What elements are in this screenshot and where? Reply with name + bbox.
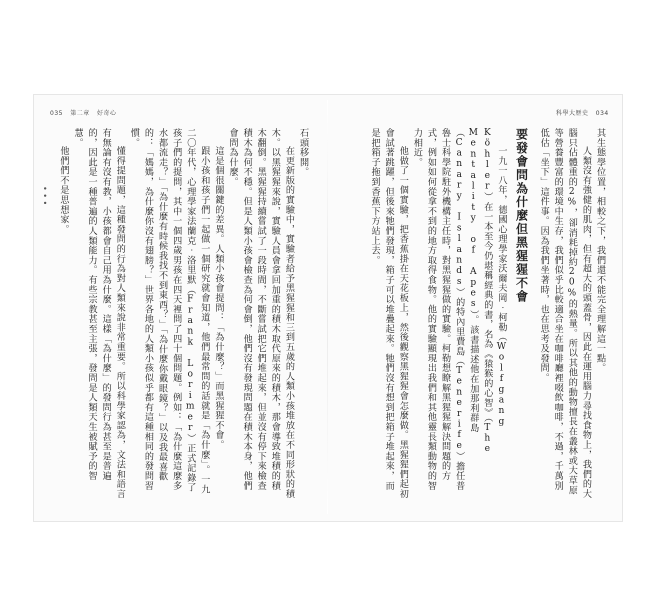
paragraph: 人類沒有強健的肌肉，但有超大的頭蓋骨，因此在運用腦力尋找食物上，我們的大腦只佔體重的2%，卻消耗掉約20%的熱量。所以其他的動物擅長在叢林或大草原等營養豐富的環境中生存，我們似乎比較適合坐在咖啡廳裡啜飲咖啡，不過，千萬別低估「坐下」這件事。因為我們坐著時，也在思考及發問。 (538, 128, 591, 499)
ornament-dots: • • • (40, 186, 49, 206)
paragraph: 一九一八年，德國心理學家沃爾夫岡‧柯勒（Wolfgang Köhler）在一本至今仍堪稱經典的書，名為《猿猴的心智》（The Mentality of Apes）。該書描述他在加那利群島（Canary Islands）的特內里費島（Tenerife）擔任普魯士科學院駐外機構主任時，對黑猩猩做的實驗。柯勒想瞭解黑猩猩解決問題的方式，例如如何從拿不到的地方取得食物。他的實驗顯現出我們和其他靈長類動物的智力相近。 (411, 128, 507, 491)
paragraph: 在更新版的實驗中，實驗者給予黑猩猩和三到五歲的人類小孩堆放在不同形狀的積木。以黑猩猩來說，實驗人員會拿回加重的積木取代原來的積木，那會導致堆積的積木翻倒。黑猩猩持續嘗試了一段時間，不斷嘗試把它們堆起來，但並沒有停下來檢查積木為何不穩。但是人類小孩會檢查為何會倒，他們沒有發現問題在積木本身，他們會問為什麼。 (227, 128, 294, 499)
paragraph: 懂得提問題，這種發問的行為對人類來說非常重要。所以科學家認為，文法和語言有無論有沒有教，小孩都會自己用為什麼。這樣「為什麼」的發問行為甚至是普遍的，因此是一種普遍的人類能力。有些宗教甚至主張，發問是人類天生被賦予的智慧。 (72, 128, 125, 499)
paragraph: 他做了一個實驗，把香蕉掛在天花板上，然後觀察黑猩猩會怎麼做。黑猩猩們起初會試著跳躍，但後來牠們發現，箱子可以堆疊起來。牠們沒有想到把箱子堆起來，而是把箱子拖到香蕉下方站上去。 (369, 128, 408, 499)
left-page-number: 035 (50, 110, 63, 117)
right-book-title: 科學大歷史 (556, 110, 589, 117)
paragraph: 跟小孩和孩子們一起做一個研究就會知道，他們最常問的話就是「為什麼」。一九二〇年代，心理學家法蘭克‧洛里默（Frank Lorimer）正式記錄了孩子們的提問，其中一個四歲男孩在四天裡問了四十個問題。例如：「為什麼這麼多水都流走？」「為什麼有時候我找不到東西？」「為什麼你戴眼鏡？」以及我最喜歡的：「媽媽，為什麼你沒有翅膀？」世界各地的人類小孩似乎都有這種相同的發問習慣。 (128, 128, 210, 495)
right-page-number: 034 (595, 110, 609, 117)
page-gutter (327, 100, 328, 514)
paragraph: 其生態學位置，相較之下，我們還不能完全理解這一點。 (595, 128, 605, 373)
left-page-body (60, 128, 310, 500)
section-heading: 要發會問為什麼但黑猩猩不會 (514, 128, 529, 304)
paragraph: 他們們不是思想家。 (58, 146, 69, 235)
left-page-header (50, 108, 116, 117)
right-page-header (556, 108, 609, 117)
left-chapter: 第二章 (70, 110, 90, 117)
paragraph: 石頭移開。 (298, 128, 308, 177)
right-page-body (352, 128, 607, 500)
left-chapter-title: 好奇心 (96, 110, 117, 117)
paragraph: 這是個很關鍵的差異。人類小孩會提問：「為什麼？」而黑猩猩不會。 (213, 146, 224, 450)
